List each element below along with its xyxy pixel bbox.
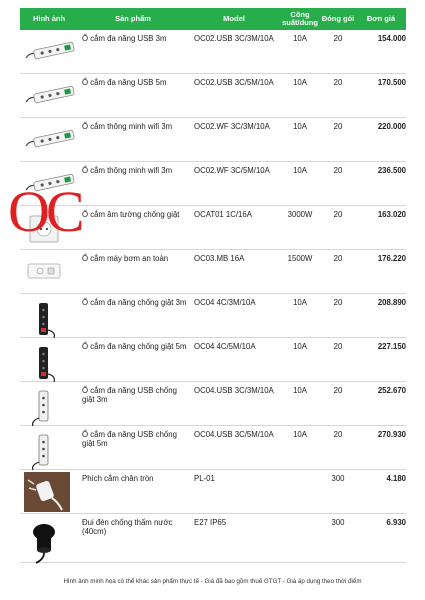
product-price: 208.890 (377, 298, 406, 307)
product-power: 10A (293, 430, 307, 439)
product-image (20, 294, 78, 337)
product-image (20, 514, 78, 562)
power-strip-vertical-icon (24, 388, 64, 430)
product-image (20, 382, 78, 425)
product-model: OC03.MB 16A (194, 254, 245, 263)
product-name: Ổ cắm đa năng chống giật 5m (82, 342, 187, 351)
table-row (20, 382, 406, 426)
product-image (20, 470, 78, 513)
product-image (20, 30, 78, 73)
oc-watermark-logo: OC (8, 179, 81, 244)
product-pack: 20 (333, 386, 343, 395)
product-power: 10A (293, 78, 307, 87)
product-power (280, 470, 320, 513)
product-price: 176.220 (377, 254, 406, 263)
table-body (20, 30, 406, 563)
product-model: OCAT01 1C/16A (194, 210, 252, 219)
header-power: Công suất/dung (282, 10, 318, 27)
product-name: Đui đèn chống thấm nước (40cm) (82, 518, 173, 536)
product-price: 170.500 (377, 78, 406, 87)
product-name: Ổ cắm âm tường chống giật (82, 210, 180, 219)
product-model: PL-01 (194, 474, 215, 483)
product-name: Ổ cắm máy bơm an toàn (82, 254, 169, 263)
product-name: Ổ cắm đa năng USB chống giật 5m (82, 430, 177, 448)
header-pack: Đóng gói (321, 14, 355, 23)
product-name: Ổ cắm đa năng USB 3m (82, 34, 167, 43)
product-power (280, 514, 320, 562)
product-model: OC04.USB 3C/3M/10A (194, 386, 274, 395)
product-pack: 20 (333, 122, 343, 131)
product-price: 154.000 (377, 34, 406, 43)
power-strip-white-icon (24, 36, 78, 68)
product-pack: 300 (331, 474, 345, 483)
product-image (20, 74, 78, 117)
product-power: 3000W (287, 210, 313, 219)
product-pack: 300 (331, 518, 345, 527)
header-model: Model (223, 14, 245, 23)
product-model: E27 IP65 (194, 518, 227, 527)
table-row (20, 338, 406, 382)
product-model: OC02.USB 3C/3M/10A (194, 34, 274, 43)
product-power: 10A (293, 34, 307, 43)
product-pack: 20 (333, 430, 343, 439)
table-row (20, 294, 406, 338)
price-table (20, 8, 406, 563)
product-power: 10A (293, 342, 307, 351)
table-row (20, 426, 406, 470)
product-pack: 20 (333, 166, 343, 175)
product-name: Ổ cắm đa năng USB chống giật 3m (82, 386, 177, 404)
product-price: 6.930 (386, 518, 406, 527)
table-row (20, 250, 406, 294)
product-model: OC02.USB 3C/5M/10A (194, 78, 274, 87)
product-price: 252.670 (377, 386, 406, 395)
product-model: OC02.WF 3C/3M/10A (194, 122, 270, 131)
header-product: Sản phẩm (115, 14, 151, 23)
product-price: 270.930 (377, 430, 406, 439)
product-model: OC04.USB 3C/5M/10A (194, 430, 274, 439)
pump-socket-icon (24, 256, 64, 288)
round-plug-icon (24, 472, 70, 514)
power-strip-black-icon (24, 300, 64, 342)
waterproof-lamp-holder-icon (24, 516, 64, 566)
product-image (20, 118, 78, 161)
table-row (20, 470, 406, 514)
product-pack: 20 (333, 254, 343, 263)
product-name: Phích cắm chân tròn (82, 474, 154, 483)
product-power: 10A (293, 298, 307, 307)
power-strip-white-icon (24, 124, 78, 156)
power-strip-white-icon (24, 80, 78, 112)
product-pack: 20 (333, 298, 343, 307)
header-image: Hình ảnh (32, 14, 66, 23)
product-pack: 20 (333, 210, 343, 219)
table-row (20, 30, 406, 74)
product-name: Ổ cắm thông minh wifi 3m (82, 166, 173, 175)
table-row (20, 118, 406, 162)
table-row (20, 514, 406, 563)
product-model: OC02.WF 3C/5M/10A (194, 166, 270, 175)
product-power: 1500W (287, 254, 313, 263)
product-power: 10A (293, 386, 307, 395)
product-name: Ổ cắm đa năng chống giật 3m (82, 298, 187, 307)
header-price: Đơn giá (366, 14, 396, 23)
product-pack: 20 (333, 342, 343, 351)
product-price: 4.180 (386, 474, 406, 483)
product-pack: 20 (333, 34, 343, 43)
product-price: 163.020 (377, 210, 406, 219)
product-name: Ổ cắm thông minh wifi 3m (82, 122, 173, 131)
power-strip-black-icon (24, 344, 64, 386)
product-name: Ổ cắm đa năng USB 5m (82, 78, 167, 87)
product-image (20, 426, 78, 469)
table-row (20, 74, 406, 118)
product-power: 10A (293, 122, 307, 131)
product-image (20, 250, 78, 293)
power-strip-vertical-icon (24, 432, 64, 474)
product-pack: 20 (333, 78, 343, 87)
footer-note: Hình ảnh minh họa có thể khác sản phẩm thực tế - Giá đã bao gồm thuế GTGT - Giá áp dụng theo thời điểm (63, 578, 362, 585)
product-price: 227.150 (377, 342, 406, 351)
product-model: OC04 4C/3M/10A (194, 298, 256, 307)
product-price: 220.000 (377, 122, 406, 131)
product-price: 236.500 (377, 166, 406, 175)
table-header (20, 8, 406, 30)
product-image (20, 338, 78, 381)
product-model: OC04 4C/5M/10A (194, 342, 256, 351)
product-power: 10A (293, 166, 307, 175)
